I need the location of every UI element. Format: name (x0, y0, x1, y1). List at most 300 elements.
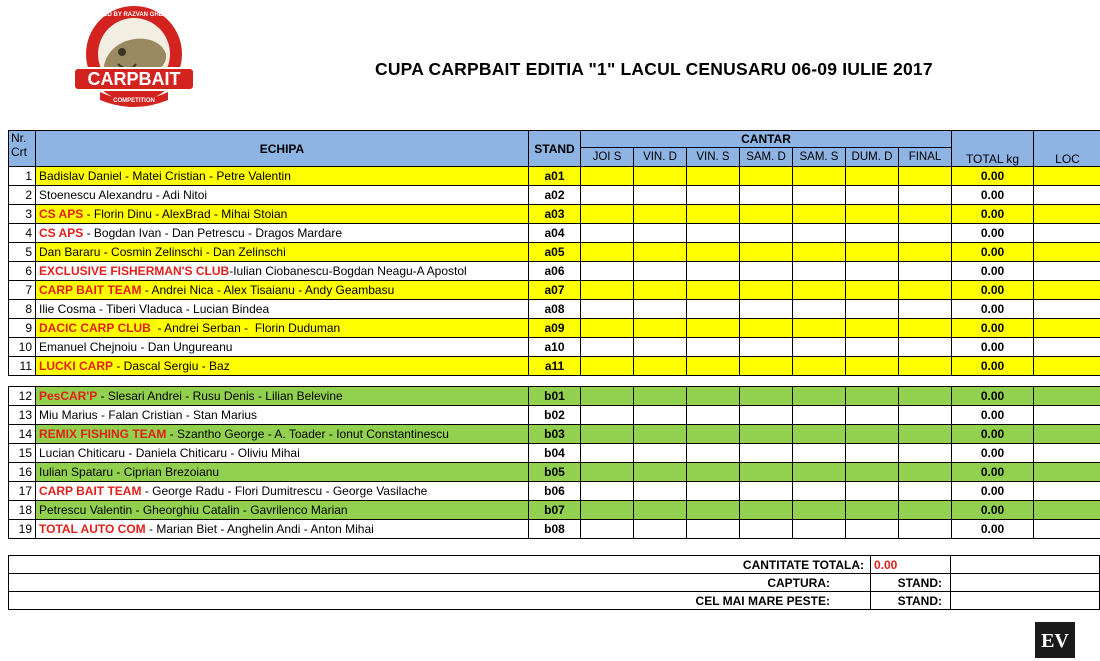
row-number: 18 (9, 501, 36, 520)
team-cell (36, 501, 529, 520)
weigh-cell[interactable] (740, 243, 793, 262)
weigh-cell[interactable] (581, 444, 634, 463)
loc-cell[interactable] (1034, 167, 1100, 186)
weigh-cell[interactable] (793, 482, 846, 501)
weigh-cell[interactable] (634, 224, 687, 243)
weigh-cell[interactable] (581, 357, 634, 376)
svg-text:CREATED BY RAZVAN GHEORGHE: CREATED BY RAZVAN GHEORGHE (83, 12, 185, 18)
team-cell (36, 387, 529, 406)
total-cell: 0.00 (952, 482, 1034, 501)
weigh-cell[interactable] (793, 319, 846, 338)
weigh-cell[interactable] (581, 262, 634, 281)
team-cell (36, 243, 529, 262)
weigh-cell[interactable] (581, 300, 634, 319)
weigh-cell[interactable] (740, 444, 793, 463)
weigh-cell[interactable] (793, 186, 846, 205)
weigh-cell[interactable] (581, 387, 634, 406)
team-members: - Marian Biet - Anghelin Andi - Anton Mihai (145, 522, 374, 536)
weigh-cell[interactable] (581, 463, 634, 482)
total-cell: 0.00 (952, 281, 1034, 300)
team-members: Emanuel Chejnoiu - Dan Ungureanu (39, 340, 233, 354)
weigh-cell[interactable] (634, 186, 687, 205)
weigh-cell[interactable] (581, 501, 634, 520)
row-number: 10 (9, 338, 36, 357)
stand-cell: a09 (529, 319, 581, 338)
weigh-cell[interactable] (740, 463, 793, 482)
loc-cell[interactable] (1034, 463, 1100, 482)
stand-cell: a01 (529, 167, 581, 186)
weigh-cell[interactable] (687, 387, 740, 406)
weigh-cell[interactable] (793, 425, 846, 444)
weigh-cell[interactable] (634, 319, 687, 338)
row-number: 5 (9, 243, 36, 262)
stand-cell: b03 (529, 425, 581, 444)
weigh-cell[interactable] (634, 425, 687, 444)
weigh-cell[interactable] (740, 262, 793, 281)
carpbait-logo (70, 4, 198, 112)
total-cell: 0.00 (952, 243, 1034, 262)
weigh-cell[interactable] (740, 319, 793, 338)
total-cell: 0.00 (952, 444, 1034, 463)
stand-cell: a06 (529, 262, 581, 281)
weigh-cell[interactable] (634, 482, 687, 501)
club-name: DACIC CARP CLUB (39, 321, 151, 335)
loc-cell[interactable] (1034, 243, 1100, 262)
row-number: 13 (9, 406, 36, 425)
weigh-cell[interactable] (581, 167, 634, 186)
row-number: 6 (9, 262, 36, 281)
col-sam-d: SAM. D (740, 148, 793, 167)
table-row (9, 243, 1100, 262)
captura-label: CAPTURA: (9, 574, 871, 592)
weigh-cell[interactable] (740, 338, 793, 357)
team-cell (36, 300, 529, 319)
weigh-cell[interactable] (793, 387, 846, 406)
team-cell (36, 482, 529, 501)
weigh-cell[interactable] (634, 167, 687, 186)
club-name: EXCLUSIVE FISHERMAN'S CLUB (39, 264, 230, 278)
weigh-cell[interactable] (634, 281, 687, 300)
weigh-cell[interactable] (687, 520, 740, 539)
weigh-cell[interactable] (846, 387, 899, 406)
col-vin-s: VIN. S (687, 148, 740, 167)
weigh-cell[interactable] (846, 300, 899, 319)
nr-crt-header: Nr. Crt (9, 131, 36, 167)
weigh-cell[interactable] (687, 463, 740, 482)
loc-header: LOC (1034, 131, 1100, 167)
row-number: 2 (9, 186, 36, 205)
team-cell (36, 338, 529, 357)
table-row (9, 281, 1100, 300)
weigh-cell[interactable] (846, 243, 899, 262)
row-number: 4 (9, 224, 36, 243)
weigh-cell[interactable] (846, 463, 899, 482)
weigh-cell[interactable] (899, 186, 952, 205)
total-cell: 0.00 (952, 357, 1034, 376)
weigh-cell[interactable] (687, 501, 740, 520)
stand-cell: b08 (529, 520, 581, 539)
weigh-cell[interactable] (581, 520, 634, 539)
weigh-cell[interactable] (687, 224, 740, 243)
svg-text:EV: EV (1041, 630, 1069, 652)
stand-cell: a11 (529, 357, 581, 376)
club-name: CARP BAIT TEAM (39, 484, 142, 498)
table-row (9, 357, 1100, 376)
weigh-cell[interactable] (687, 281, 740, 300)
results-table-b (8, 386, 1100, 539)
team-members: - Slesari Andrei - Rusu Denis - Lilian Belevine (97, 389, 343, 403)
weigh-cell[interactable] (740, 281, 793, 300)
weigh-cell[interactable] (740, 224, 793, 243)
weigh-cell[interactable] (899, 205, 952, 224)
col-sam-s: SAM. S (793, 148, 846, 167)
total-cell: 0.00 (952, 425, 1034, 444)
peste-stand-label: STAND: (871, 592, 951, 610)
weigh-cell[interactable] (740, 167, 793, 186)
loc-cell[interactable] (1034, 262, 1100, 281)
weigh-cell[interactable] (634, 243, 687, 262)
team-members: - Andrei Nica - Alex Tisaianu - Andy Geambasu (141, 283, 395, 297)
team-members: Dan Bararu - Cosmin Zelinschi - Dan Zelinschi (39, 245, 286, 259)
stand-header: STAND (529, 131, 581, 167)
loc-cell[interactable] (1034, 501, 1100, 520)
club-name: TOTAL AUTO COM (39, 522, 146, 536)
total-cell: 0.00 (952, 300, 1034, 319)
club-name: REMIX FISHING TEAM (39, 427, 167, 441)
table-row (9, 463, 1100, 482)
weigh-cell[interactable] (793, 205, 846, 224)
club-name: PesCAR'P (39, 389, 98, 403)
team-cell (36, 463, 529, 482)
total-cell: 0.00 (952, 262, 1034, 281)
row-number: 17 (9, 482, 36, 501)
weigh-cell[interactable] (740, 425, 793, 444)
weigh-cell[interactable] (899, 243, 952, 262)
weigh-cell[interactable] (740, 186, 793, 205)
weigh-cell[interactable] (846, 205, 899, 224)
weigh-cell[interactable] (634, 300, 687, 319)
weigh-cell[interactable] (899, 338, 952, 357)
weigh-cell[interactable] (899, 406, 952, 425)
weigh-cell[interactable] (899, 281, 952, 300)
team-members: Lucian Chiticaru - Daniela Chiticaru - Oliviu Mihai (39, 446, 300, 460)
loc-cell[interactable] (1034, 444, 1100, 463)
col-dum-d: DUM. D (846, 148, 899, 167)
row-number: 7 (9, 281, 36, 300)
weigh-cell[interactable] (687, 425, 740, 444)
weigh-cell[interactable] (634, 501, 687, 520)
weigh-cell[interactable] (581, 186, 634, 205)
cel-mai-mare-peste-label: CEL MAI MARE PESTE: (9, 592, 871, 610)
weigh-cell[interactable] (846, 357, 899, 376)
weigh-cell[interactable] (793, 444, 846, 463)
weigh-cell[interactable] (899, 425, 952, 444)
weigh-cell[interactable] (740, 205, 793, 224)
total-header: TOTAL kg (952, 131, 1034, 167)
weigh-cell[interactable] (581, 319, 634, 338)
team-members: - George Radu - Flori Dumitrescu - George Vasilache (141, 484, 428, 498)
table-row (9, 520, 1100, 539)
loc-cell[interactable] (1034, 281, 1100, 300)
weigh-cell[interactable] (687, 482, 740, 501)
team-cell (36, 205, 529, 224)
weigh-cell[interactable] (846, 482, 899, 501)
weigh-cell[interactable] (846, 319, 899, 338)
total-cell: 0.00 (952, 520, 1034, 539)
total-cell: 0.00 (952, 224, 1034, 243)
weigh-cell[interactable] (899, 167, 952, 186)
weigh-cell[interactable] (740, 387, 793, 406)
team-members: Badislav Daniel - Matei Cristian - Petre Valentin (39, 169, 291, 183)
weigh-cell[interactable] (846, 281, 899, 300)
total-cell: 0.00 (952, 387, 1034, 406)
stand-cell: b04 (529, 444, 581, 463)
col-final: FINAL (899, 148, 952, 167)
table-row (9, 224, 1100, 243)
weigh-cell[interactable] (634, 520, 687, 539)
weigh-cell[interactable] (846, 425, 899, 444)
weigh-cell[interactable] (846, 338, 899, 357)
col-joi-s: JOI S (581, 148, 634, 167)
team-members: Ilie Cosma - Tiberi Vladuca - Lucian Bindea (39, 302, 270, 316)
weigh-cell[interactable] (899, 262, 952, 281)
weigh-cell[interactable] (687, 319, 740, 338)
weigh-cell[interactable] (687, 167, 740, 186)
weigh-cell[interactable] (899, 319, 952, 338)
row-number: 12 (9, 387, 36, 406)
stand-cell: a07 (529, 281, 581, 300)
weigh-cell[interactable] (846, 224, 899, 243)
weigh-cell[interactable] (899, 444, 952, 463)
weigh-cell[interactable] (634, 406, 687, 425)
cantitate-totala-label: CANTITATE TOTALA: (9, 556, 871, 574)
row-number: 11 (9, 357, 36, 376)
team-members: - Andrei Serban - Florin Duduman (150, 321, 341, 335)
team-members: Petrescu Valentin - Gheorghiu Catalin - Gavrilenco Marian (39, 503, 348, 517)
weigh-cell[interactable] (581, 243, 634, 262)
loc-cell[interactable] (1034, 520, 1100, 539)
team-cell (36, 167, 529, 186)
weigh-cell[interactable] (899, 463, 952, 482)
stand-cell: b06 (529, 482, 581, 501)
team-cell (36, 224, 529, 243)
table-row (9, 338, 1100, 357)
team-cell (36, 357, 529, 376)
weigh-cell[interactable] (899, 482, 952, 501)
weigh-cell[interactable] (687, 205, 740, 224)
total-cell: 0.00 (952, 338, 1034, 357)
weigh-cell[interactable] (793, 338, 846, 357)
weigh-cell[interactable] (846, 262, 899, 281)
cantar-header: CANTAR (581, 131, 952, 148)
stand-cell: a02 (529, 186, 581, 205)
table-row (9, 406, 1100, 425)
total-cell: 0.00 (952, 501, 1034, 520)
weigh-cell[interactable] (634, 357, 687, 376)
stand-cell: b01 (529, 387, 581, 406)
table-row (9, 387, 1100, 406)
weigh-cell[interactable] (846, 167, 899, 186)
loc-cell[interactable] (1034, 186, 1100, 205)
weigh-cell[interactable] (793, 262, 846, 281)
club-name: CARP BAIT TEAM (39, 283, 142, 297)
club-name: LUCKI CARP (39, 359, 113, 373)
team-cell (36, 319, 529, 338)
total-cell: 0.00 (952, 167, 1034, 186)
weigh-cell[interactable] (793, 357, 846, 376)
weigh-cell[interactable] (899, 224, 952, 243)
weigh-cell[interactable] (581, 406, 634, 425)
weigh-cell[interactable] (793, 281, 846, 300)
loc-cell[interactable] (1034, 300, 1100, 319)
weigh-cell[interactable] (687, 262, 740, 281)
team-cell (36, 406, 529, 425)
table-row (9, 300, 1100, 319)
table-row (9, 319, 1100, 338)
total-cell: 0.00 (952, 186, 1034, 205)
team-cell (36, 444, 529, 463)
stand-cell: b07 (529, 501, 581, 520)
table-row (9, 482, 1100, 501)
ev-logo (1035, 622, 1075, 658)
total-cell: 0.00 (952, 205, 1034, 224)
weigh-cell[interactable] (740, 520, 793, 539)
loc-cell[interactable] (1034, 387, 1100, 406)
weigh-cell[interactable] (581, 425, 634, 444)
weigh-cell[interactable] (687, 357, 740, 376)
stand-cell: b05 (529, 463, 581, 482)
row-number: 1 (9, 167, 36, 186)
weigh-cell[interactable] (634, 262, 687, 281)
weigh-cell[interactable] (687, 406, 740, 425)
loc-cell[interactable] (1034, 224, 1100, 243)
table-row (9, 205, 1100, 224)
row-number: 8 (9, 300, 36, 319)
stand-cell: a04 (529, 224, 581, 243)
row-number: 14 (9, 425, 36, 444)
weigh-cell[interactable] (846, 444, 899, 463)
row-number: 15 (9, 444, 36, 463)
team-members: - Florin Dinu - AlexBrad - Mihai Stoian (83, 207, 288, 221)
row-number: 16 (9, 463, 36, 482)
loc-cell[interactable] (1034, 482, 1100, 501)
weigh-cell[interactable] (634, 387, 687, 406)
team-cell (36, 186, 529, 205)
table-row (9, 425, 1100, 444)
weigh-cell[interactable] (793, 300, 846, 319)
team-cell (36, 425, 529, 444)
table-row (9, 501, 1100, 520)
weigh-cell[interactable] (793, 520, 846, 539)
weigh-cell[interactable] (687, 444, 740, 463)
weigh-cell[interactable] (581, 224, 634, 243)
weigh-cell[interactable] (899, 520, 952, 539)
total-cell: 0.00 (952, 406, 1034, 425)
table-row (9, 262, 1100, 281)
captura-stand-label: STAND: (871, 574, 951, 592)
total-cell: 0.00 (952, 319, 1034, 338)
team-members: Miu Marius - Falan Cristian - Stan Marius (39, 408, 258, 422)
weigh-cell[interactable] (740, 406, 793, 425)
table-row (9, 186, 1100, 205)
weigh-cell[interactable] (740, 501, 793, 520)
weigh-cell[interactable] (899, 357, 952, 376)
club-name: CS APS (39, 226, 84, 240)
loc-cell[interactable] (1034, 357, 1100, 376)
loc-cell[interactable] (1034, 205, 1100, 224)
team-members: - Szantho George - A. Toader - Ionut Constantinescu (166, 427, 449, 441)
team-members: - Bogdan Ivan - Dan Petrescu - Dragos Mardare (83, 226, 343, 240)
loc-cell[interactable] (1034, 319, 1100, 338)
weigh-cell[interactable] (793, 243, 846, 262)
weigh-cell[interactable] (634, 205, 687, 224)
row-number: 3 (9, 205, 36, 224)
weigh-cell[interactable] (634, 463, 687, 482)
team-members: - Dascal Sergiu - Baz (113, 359, 230, 373)
weigh-cell[interactable] (634, 444, 687, 463)
weigh-cell[interactable] (899, 387, 952, 406)
echipa-header: ECHIPA (36, 131, 529, 167)
weigh-cell[interactable] (687, 243, 740, 262)
weigh-cell[interactable] (793, 501, 846, 520)
loc-cell[interactable] (1034, 425, 1100, 444)
col-vin-d: VIN. D (634, 148, 687, 167)
weigh-cell[interactable] (846, 520, 899, 539)
weigh-cell[interactable] (581, 338, 634, 357)
loc-cell[interactable] (1034, 406, 1100, 425)
weigh-cell[interactable] (740, 357, 793, 376)
weigh-cell[interactable] (846, 186, 899, 205)
weigh-cell[interactable] (634, 338, 687, 357)
weigh-cell[interactable] (899, 501, 952, 520)
weigh-cell[interactable] (581, 482, 634, 501)
stand-cell: a03 (529, 205, 581, 224)
weigh-cell[interactable] (793, 224, 846, 243)
weigh-cell[interactable] (687, 300, 740, 319)
team-members: Stoenescu Alexandru - Adi Nitoi (39, 188, 208, 202)
team-members: -Iulian Ciobanescu-Bogdan Neagu-A Apostol (229, 264, 467, 278)
page-title: CUPA CARPBAIT EDITIA "1" LACUL CENUSARU 06-09 IULIE 2017 (375, 59, 933, 79)
weigh-cell[interactable] (687, 338, 740, 357)
weigh-cell[interactable] (846, 406, 899, 425)
weigh-cell[interactable] (581, 281, 634, 300)
table-row (9, 444, 1100, 463)
row-number: 19 (9, 520, 36, 539)
team-cell (36, 262, 529, 281)
weigh-cell[interactable] (740, 300, 793, 319)
table-row (9, 167, 1100, 186)
weigh-cell[interactable] (687, 186, 740, 205)
team-cell (36, 520, 529, 539)
loc-cell[interactable] (1034, 338, 1100, 357)
logo-brand-text: CARPBAIT (87, 69, 181, 89)
club-name: CS APS (39, 207, 84, 221)
cantitate-totala-value: 0.00 (871, 556, 951, 574)
weigh-cell[interactable] (846, 501, 899, 520)
stand-cell: a08 (529, 300, 581, 319)
weigh-cell[interactable] (793, 167, 846, 186)
results-table (8, 130, 1100, 376)
total-cell: 0.00 (952, 463, 1034, 482)
weigh-cell[interactable] (740, 482, 793, 501)
summary-table (8, 555, 1100, 610)
weigh-cell[interactable] (581, 205, 634, 224)
stand-cell: b02 (529, 406, 581, 425)
weigh-cell[interactable] (899, 300, 952, 319)
weigh-cell[interactable] (793, 406, 846, 425)
weigh-cell[interactable] (793, 463, 846, 482)
team-members: Iulian Spataru - Ciprian Brezoianu (39, 465, 220, 479)
